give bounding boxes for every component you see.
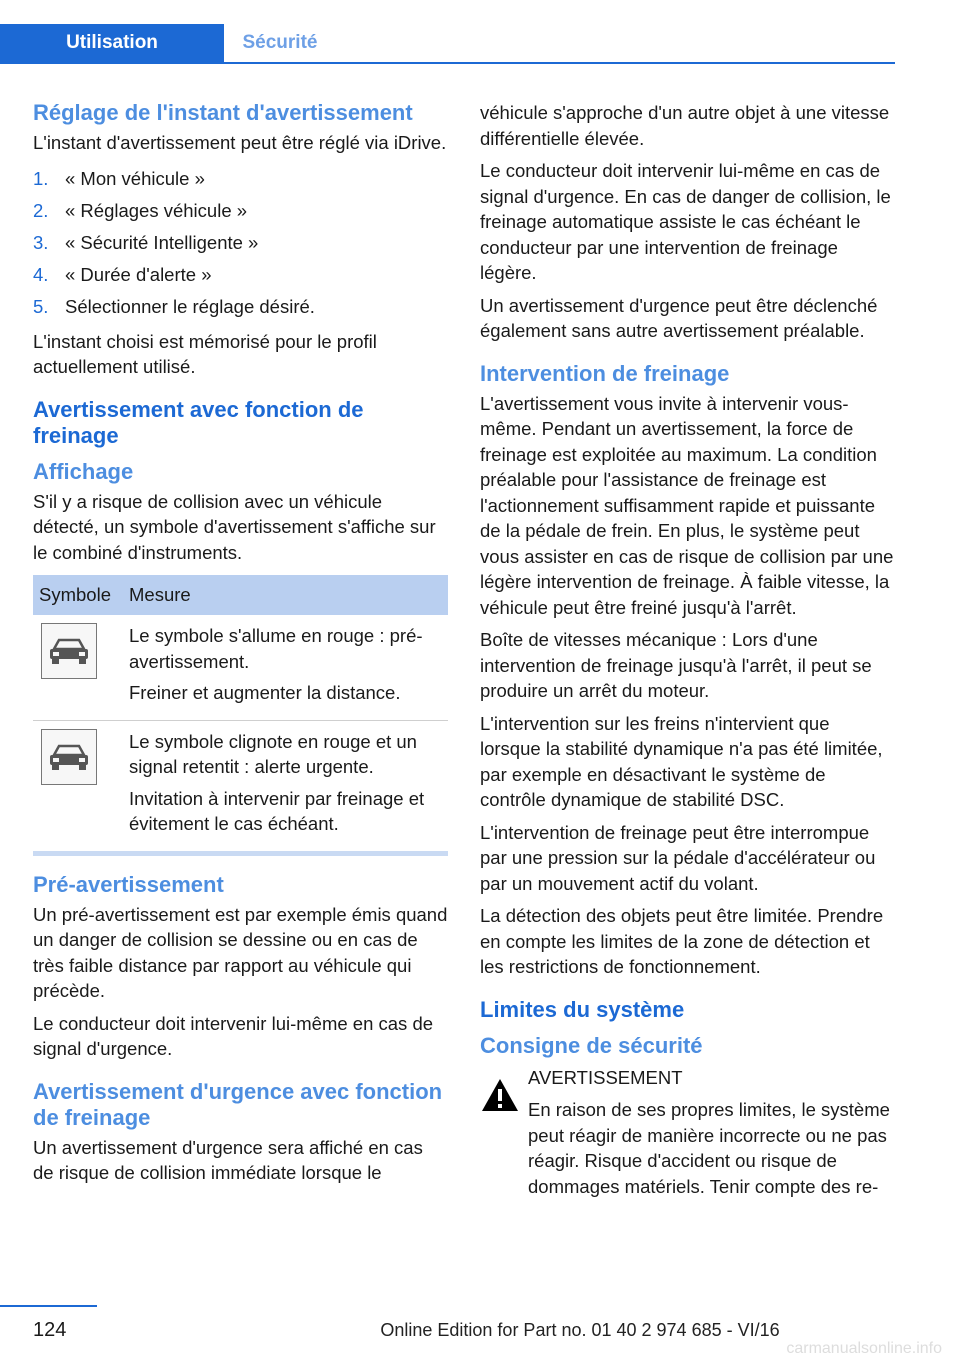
braking-p5: La détection des objets peut être limitée. Prendre en compte les limites de la zone de détection et les restrictions de fonctionnement. (480, 905, 884, 977)
setting-intro: L'instant d'avertissement peut être réglé via iDrive. (33, 132, 447, 153)
setting-outro: L'instant choisi est mémorisé pour le profil actuellement utilisé. (33, 330, 377, 377)
display-text: S'il y a risque de collision avec un véhicule détecté, un symbole d'avertissement s'affiche sur le combiné d'instruments. (33, 490, 436, 563)
table-header (33, 575, 448, 615)
symbol-table (33, 575, 448, 851)
warning-triangle-icon (480, 1077, 520, 1113)
step-text: « Réglages véhicule » (65, 199, 248, 221)
setting-steps (33, 163, 448, 323)
measure-line: Le symbole clignote en rouge et un signal retentit : alerte urgente. (129, 730, 417, 777)
warning-title: AVERTISSEMENT (528, 1066, 683, 1088)
footer-edition: Online Edition for Part no. 01 40 2 974 685 - VI/16 (380, 1320, 780, 1340)
setting-heading: Réglage de l'instant d'avertissement (33, 100, 413, 125)
measure-line: Freiner et augmenter la distance. (129, 682, 401, 703)
measure-line: Invitation à intervenir par freinage et évitement le cas échéant. (129, 787, 425, 834)
list-item (33, 163, 448, 195)
col-symbol: Symbole (33, 575, 123, 615)
braking-heading: Intervention de freinage (480, 360, 730, 386)
display-heading: Affichage (33, 458, 134, 484)
measure-cell (123, 615, 448, 720)
limits-heading: Limites du système (480, 996, 685, 1022)
braking-warning-heading: Avertissement avec fonction de freinage (33, 396, 364, 448)
braking-p2: Boîte de vitesses mécanique : Lors d'une intervention de freinage jusqu'à l'arrêt, il peut se produire un arrêt du moteur. (480, 629, 872, 701)
measure-line: Le symbole s'allume en rouge : pré-avertissement. (129, 625, 423, 672)
footer-edition-wrap (0, 1320, 960, 1341)
warning-text: En raison de ses propres limites, le système peut réagir de manière incorrecte ou ne pas réagir. Risque d'accident ou risque de dommages matériels. Tenir compte des re- (528, 1099, 890, 1197)
step-number: 2. (33, 199, 49, 221)
page-number: 124 (33, 1319, 67, 1341)
braking-p4: L'intervention de freinage peut être interrompue par une pression sur la pédale d'accélérateur ou par un mouvement actif du volant. (480, 821, 876, 894)
urgent-cont-p1: véhicule s'approche d'un autre objet à une vitesse différentielle élevée. (480, 102, 890, 149)
safety-heading: Consigne de sécurité (480, 1032, 703, 1058)
braking-p1: L'avertissement vous invite à intervenir vous-même. Pendant un avertissement, la force de freinage est exploitée au maximum. La condition préalable pour l'assistance de freinage est l'actionnement suffisamment rapide et puissante de la pédale de frein. En plus, le système peut vous assister en cas de risque de collision par une légère intervention de freinage. À faible vitesse, la véhicule peut être freiné jusqu'à l'arrêt. (480, 392, 894, 618)
urgent-p1: Un avertissement d'urgence sera affiché en cas de risque de collision immédiate lorsque le (33, 1136, 423, 1183)
list-item (33, 195, 448, 227)
prewarning-p1: Un pré-avertissement est par exemple émis quand un danger de collision se dessine ou en cas de très faible distance par rapport au véhicule qui précède. (33, 903, 448, 1001)
tab-utilisation[interactable]: Utilisation (0, 24, 224, 62)
step-text: Sélectionner le réglage désiré. (65, 295, 315, 317)
list-item (33, 291, 448, 323)
step-number: 3. (33, 231, 49, 253)
step-text: « Sécurité Intelligente » (65, 231, 259, 253)
header-tabbar (0, 24, 895, 64)
prewarning-p2: Le conducteur doit intervenir lui-même en cas de signal d'urgence. (33, 1012, 434, 1059)
list-item (33, 227, 448, 259)
car-warning-icon (41, 623, 97, 679)
watermark: carmanualsonline.info (786, 1340, 942, 1357)
measure-cell (123, 720, 448, 851)
left-column (33, 100, 448, 1193)
list-item (33, 259, 448, 291)
tab-securite[interactable]: Sécurité (242, 32, 318, 53)
step-number: 5. (33, 295, 49, 317)
table-row (33, 615, 448, 720)
symbol-cell (33, 615, 123, 720)
table-row (33, 720, 448, 851)
col-measure: Mesure (123, 575, 448, 615)
urgent-heading: Avertissement d'urgence avec fonction de freinage (33, 1078, 443, 1130)
step-number: 1. (33, 167, 49, 189)
table-end-bar (33, 851, 448, 856)
footer-rule (0, 1305, 97, 1307)
urgent-cont-p3: Un avertissement d'urgence peut être déclenché également sans autre avertissement préalable. (480, 294, 878, 341)
warning-block (480, 1065, 895, 1200)
symbol-cell (33, 720, 123, 851)
right-column (480, 100, 895, 1206)
car-warning-icon (41, 729, 97, 785)
step-text: « Mon véhicule » (65, 167, 205, 189)
prewarning-heading: Pré-avertissement (33, 871, 224, 897)
urgent-cont-p2: Le conducteur doit intervenir lui-même en cas de signal d'urgence. En cas de danger de collision, le freinage automatique assiste le cas échéant le conducteur par une intervention de freinage légère. (480, 160, 891, 283)
braking-p3: L'intervention sur les freins n'intervient que lorsque la stabilité dynamique n'a pas été limitée, par exemple en désactivant le système de contrôle dynamique de stabilité DSC. (480, 712, 883, 810)
step-text: « Durée d'alerte » (65, 263, 212, 285)
step-number: 4. (33, 263, 49, 285)
